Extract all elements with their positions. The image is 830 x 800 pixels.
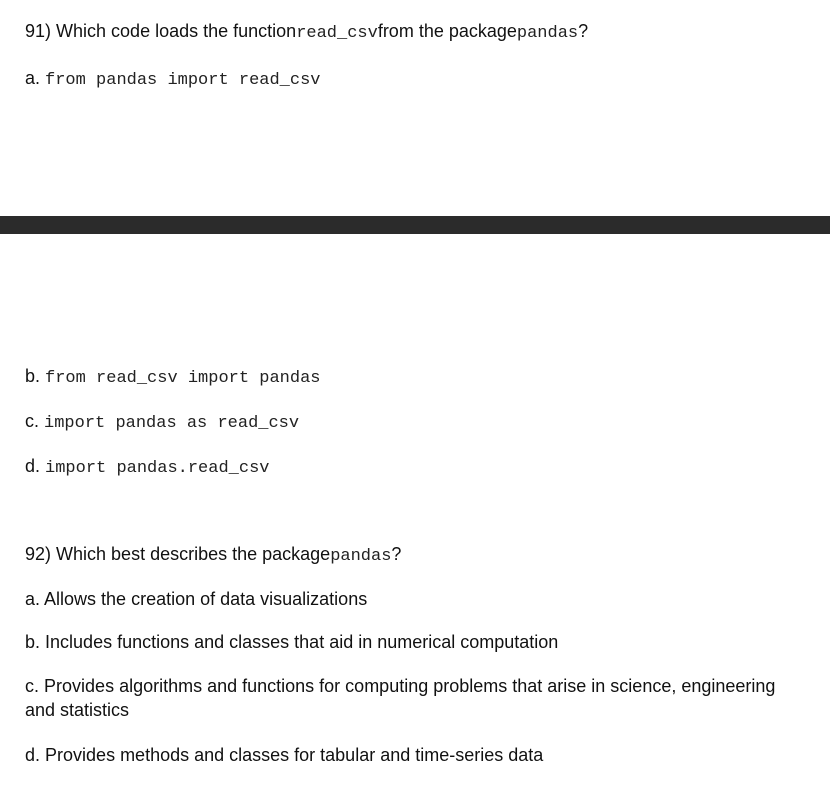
question-text-suffix: ? xyxy=(578,21,589,41)
option-letter: c. xyxy=(25,676,40,696)
question-text-prefix: Which best describes the package xyxy=(56,544,331,564)
option-letter: d. xyxy=(25,456,41,476)
q91-option-d[interactable] xyxy=(25,454,810,481)
question-92 xyxy=(25,542,810,569)
option-code: from pandas import read_csv xyxy=(45,71,321,90)
q91-option-a[interactable] xyxy=(25,66,810,93)
option-text: Provides algorithms and functions for computing problems that arise in science, engineering and statistics xyxy=(25,676,776,720)
option-letter: a. xyxy=(25,68,41,88)
question-text-prefix: Which code loads the function xyxy=(56,21,297,41)
function-name-code: read_csv xyxy=(296,24,378,43)
question-91 xyxy=(25,19,810,46)
option-text: Includes functions and classes that aid in numerical computation xyxy=(45,632,559,652)
q92-option-b[interactable] xyxy=(25,630,810,654)
package-name-code: pandas xyxy=(516,24,579,43)
option-code: import pandas as read_csv xyxy=(44,414,300,433)
option-letter: d. xyxy=(25,745,41,765)
question-text-middle: from the package xyxy=(377,21,517,41)
q92-option-c[interactable] xyxy=(25,674,810,722)
question-number: 91) xyxy=(25,21,52,41)
option-code: import pandas.read_csv xyxy=(45,459,270,478)
divider-band xyxy=(0,216,830,234)
q92-option-d[interactable] xyxy=(25,743,810,767)
question-text-suffix: ? xyxy=(391,544,402,564)
q92-option-a[interactable] xyxy=(25,587,810,611)
package-name-code: pandas xyxy=(330,547,392,566)
option-letter: b. xyxy=(25,366,41,386)
option-letter: a. xyxy=(25,589,41,609)
option-letter: b. xyxy=(25,632,41,652)
option-code: from read_csv import pandas xyxy=(45,369,321,388)
question-number: 92) xyxy=(25,544,52,564)
option-text: Provides methods and classes for tabular and time-series data xyxy=(45,745,544,765)
q91-option-b[interactable] xyxy=(25,364,810,391)
q91-option-c[interactable] xyxy=(25,409,810,436)
option-text: Allows the creation of data visualizations xyxy=(44,589,368,609)
option-letter: c. xyxy=(25,411,40,431)
